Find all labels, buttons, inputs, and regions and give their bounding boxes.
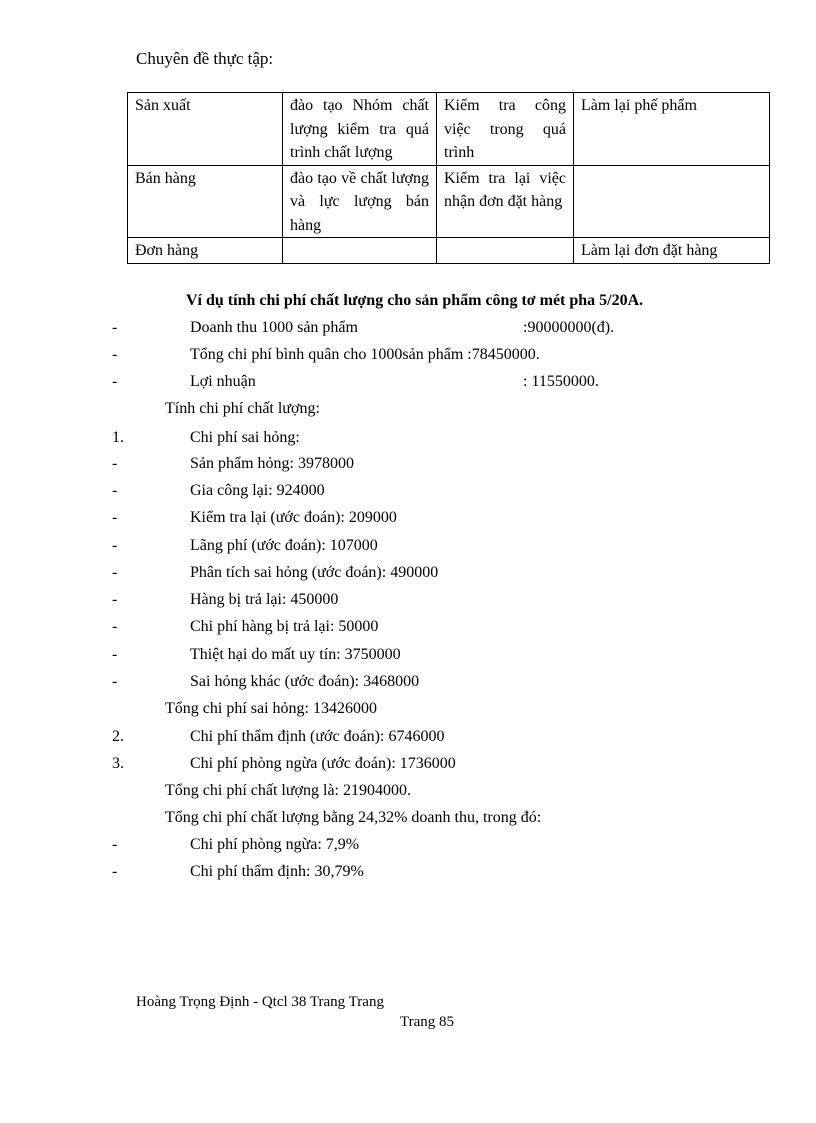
quality-share: Tổng chi phí chất lượng bằng 24,32% doanh thu, trong đó: <box>165 809 542 826</box>
list-item-text: Thiệt hại do mất uy tín: 3750000 <box>190 646 401 663</box>
table-cell: Sản xuất <box>128 93 283 166</box>
summary-value: : 11550000. <box>523 373 599 390</box>
quality-total: Tổng chi phí chất lượng là: 21904000. <box>165 782 411 799</box>
list-item-text: Sản phẩm hỏng: 3978000 <box>190 455 354 472</box>
table-cell: Kiểm tra lại việc nhận đơn đặt hàng <box>437 165 574 238</box>
table-row <box>128 238 770 264</box>
footer-author: Hoàng Trọng Định - Qtcl 38 Trang Trang <box>136 994 384 1010</box>
bullet-marker: - <box>112 646 118 663</box>
list-item-text: Chi phí thẩm định: 30,79% <box>190 863 364 880</box>
list-item-text: Chi phí phòng ngừa: 7,9% <box>190 836 360 853</box>
table-cell: Kiểm tra công việc trong quá trình <box>437 93 574 166</box>
bullet-marker: - <box>112 564 118 581</box>
table-row <box>128 93 770 166</box>
table-row <box>128 165 770 238</box>
failure-heading: Chi phí sai hỏng: <box>190 429 300 446</box>
list-item-text: Hàng bị trả lại: 450000 <box>190 591 339 608</box>
appraisal-cost: Chi phí thẩm định (ước đoán): 6746000 <box>190 728 445 745</box>
failure-total: Tổng chi phí sai hỏng: 13426000 <box>165 700 377 717</box>
number-marker: 1. <box>112 429 124 446</box>
bullet-marker: - <box>112 836 118 853</box>
bullet-marker: - <box>112 537 118 554</box>
list-item-text: Kiểm tra lại (ước đoán): 209000 <box>190 509 397 526</box>
list-item-text: Lãng phí (ước đoán): 107000 <box>190 537 378 554</box>
bullet-marker: - <box>112 618 118 635</box>
summary-label: Doanh thu 1000 sản phẩm <box>190 319 358 336</box>
bullet-marker: - <box>112 319 118 336</box>
table-cell <box>574 165 770 238</box>
summary-value: :90000000(đ). <box>523 319 615 336</box>
list-item-text: Phân tích sai hỏng (ước đoán): 490000 <box>190 564 439 581</box>
list-item-text: Chi phí hàng bị trả lại: 50000 <box>190 618 379 635</box>
bullet-marker: - <box>112 863 118 880</box>
page-number: Trang 85 <box>400 1014 455 1030</box>
number-marker: 3. <box>112 755 124 772</box>
table-cell <box>437 238 574 264</box>
bullet-marker: - <box>112 346 118 363</box>
table-cell: đào tạo Nhóm chất lượng kiểm tra quá trình chất lượng <box>283 93 437 166</box>
prevention-cost: Chi phí phòng ngừa (ước đoán): 1736000 <box>190 755 456 772</box>
table-cell: Đơn hàng <box>128 238 283 264</box>
table-cell: Làm lại phế phẩm <box>574 93 770 166</box>
number-marker: 2. <box>112 728 124 745</box>
bullet-marker: - <box>112 673 118 690</box>
table-cell: Bán hàng <box>128 165 283 238</box>
quality-activity-table <box>127 92 770 264</box>
table-cell <box>283 238 437 264</box>
list-item-text: Sai hỏng khác (ước đoán): 3468000 <box>190 673 420 690</box>
summary-label: Lợi nhuận <box>190 373 256 390</box>
page-header: Chuyên đề thực tập: <box>136 49 274 68</box>
bullet-marker: - <box>112 455 118 472</box>
example-title: Ví dụ tính chi phí chất lượng cho sản phẩm công tơ mét pha 5/20A. <box>186 292 644 309</box>
bullet-marker: - <box>112 373 118 390</box>
bullet-marker: - <box>112 509 118 526</box>
table-cell: đào tạo về chất lượng và lực lượng bán hàng <box>283 165 437 238</box>
bullet-marker: - <box>112 591 118 608</box>
quality-heading: Tính chi phí chất lượng: <box>165 400 320 417</box>
bullet-marker: - <box>112 482 118 499</box>
list-item-text: Gia công lại: 924000 <box>190 482 325 499</box>
summary-label: Tổng chi phí bình quân cho 1000sản phẩm :78450000. <box>190 346 540 363</box>
table-cell: Làm lại đơn đặt hàng <box>574 238 770 264</box>
